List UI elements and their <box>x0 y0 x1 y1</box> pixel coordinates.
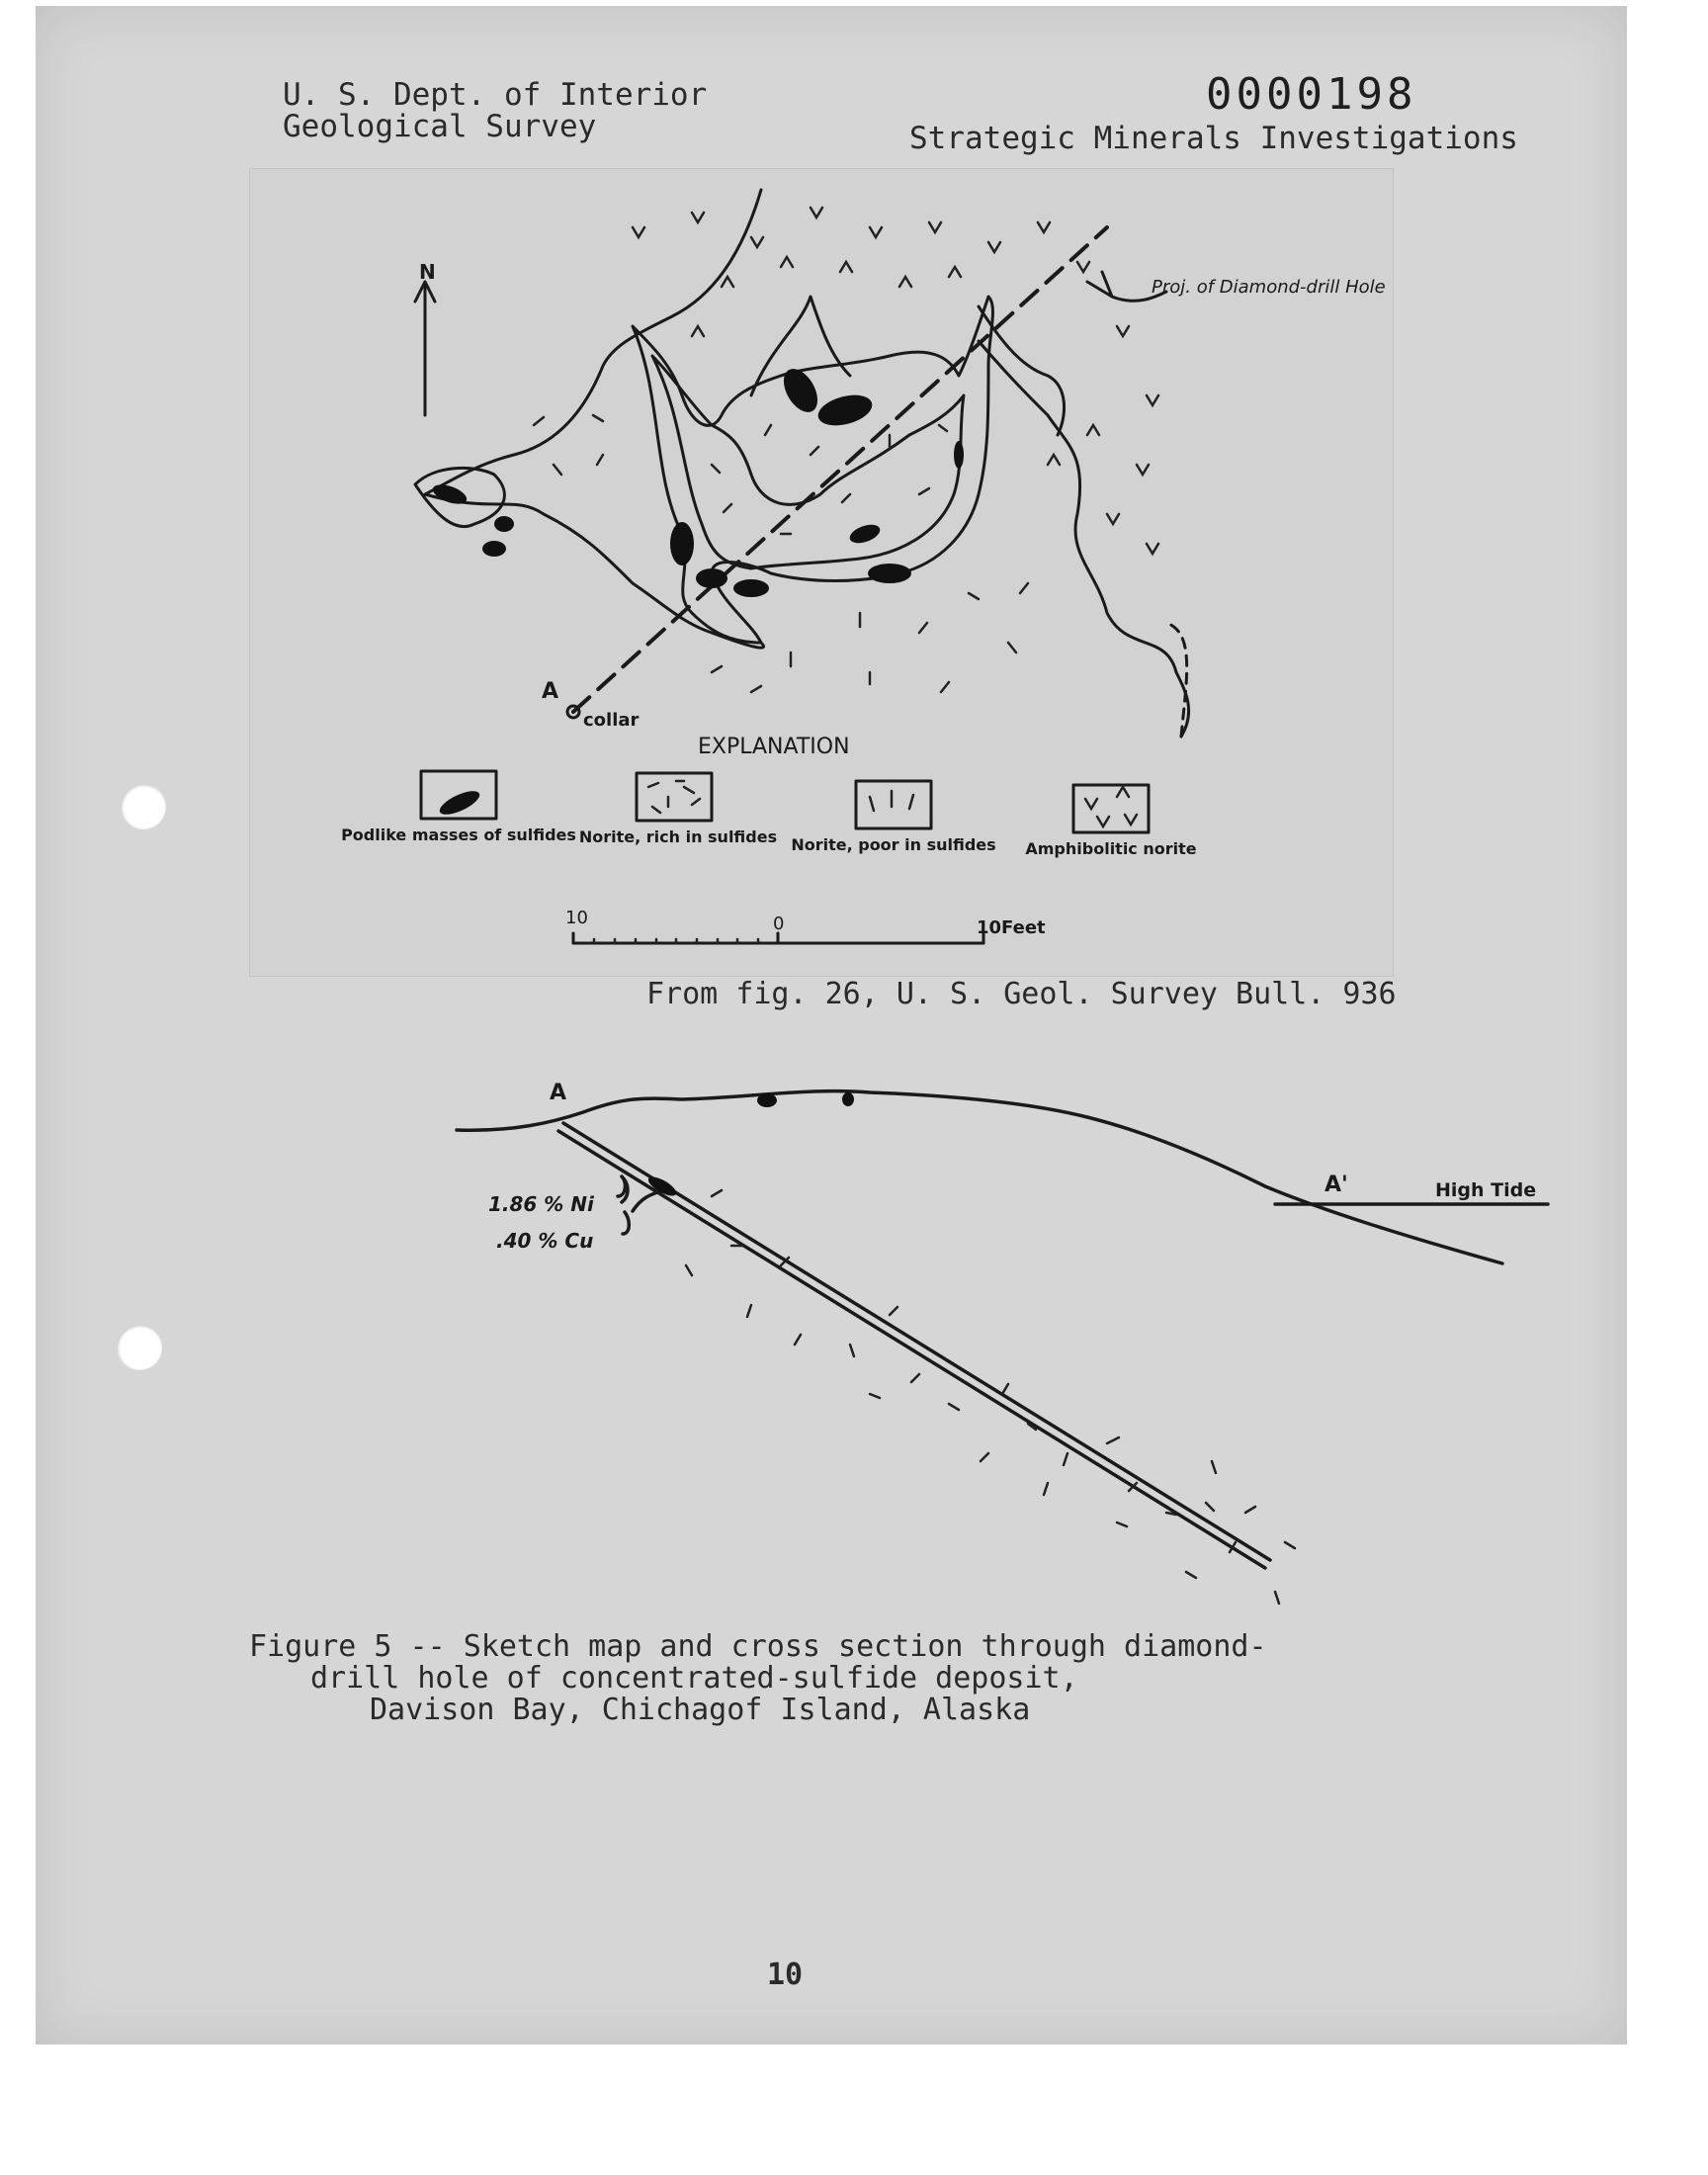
source-caption: From fig. 26, U. S. Geol. Survey Bull. 936 <box>646 977 1397 1011</box>
agency-line-2: Geological Survey <box>283 109 597 144</box>
assay-arrow <box>633 1191 660 1211</box>
coast-line <box>979 341 1189 737</box>
explanation-title: EXPLANATION <box>698 735 850 759</box>
agency-line-1: U. S. Dept. of Interior <box>283 77 708 113</box>
section-pods <box>645 1092 854 1199</box>
figure-caption-line-2: drill hole of concentrated-sulfide deposit, <box>310 1661 1078 1696</box>
drill-hole-projection <box>573 227 1107 712</box>
legend-label-poor: Norite, poor in sulfides <box>791 835 996 854</box>
section-point-a: A <box>550 1081 567 1105</box>
figure-caption-line-3: Davison Bay, Chichagof Island, Alaska <box>370 1693 1031 1727</box>
collar-label: collar <box>583 710 640 731</box>
figure-caption-line-1: Figure 5 -- Sketch map and cross section through diamond- <box>249 1629 1267 1664</box>
legend-box-rich <box>637 773 712 821</box>
assay-bracket <box>618 1176 629 1234</box>
assay-cu: .40 % Cu <box>496 1229 594 1253</box>
coast-dashed <box>1166 623 1187 737</box>
cross-section <box>457 1091 1548 1568</box>
drill-arrow-head <box>1087 272 1112 297</box>
sulfide-band-branch-2 <box>979 306 1065 435</box>
legend-box-poor <box>856 781 931 828</box>
legend-label-rich: Norite, rich in sulfides <box>578 827 778 846</box>
page-number: 10 <box>767 1958 804 1992</box>
serial-number: 0000198 <box>1206 69 1417 120</box>
legend-box-amphibolitic <box>1073 785 1149 832</box>
legend-label-amphibolitic: Amphibolitic norite <box>1025 839 1197 858</box>
assay-ni: 1.86 % Ni <box>488 1192 594 1216</box>
map-point-a: A <box>542 679 559 704</box>
legend-label-podlike: Podlike masses of sulfides <box>341 826 576 844</box>
series-title: Strategic Minerals Investigations <box>909 121 1518 156</box>
high-tide-label: High Tide <box>1435 1179 1537 1201</box>
scale-label-mid: 0 <box>773 914 785 934</box>
drill-hole-lower <box>558 1131 1265 1568</box>
section-point-a-prime: A' <box>1324 1173 1348 1197</box>
scale-label-right: 10Feet <box>977 917 1046 938</box>
north-label: N <box>419 260 436 284</box>
drill-note: Proj. of Diamond-drill Hole <box>1152 277 1386 298</box>
scale-label-left: 10 <box>565 908 588 928</box>
